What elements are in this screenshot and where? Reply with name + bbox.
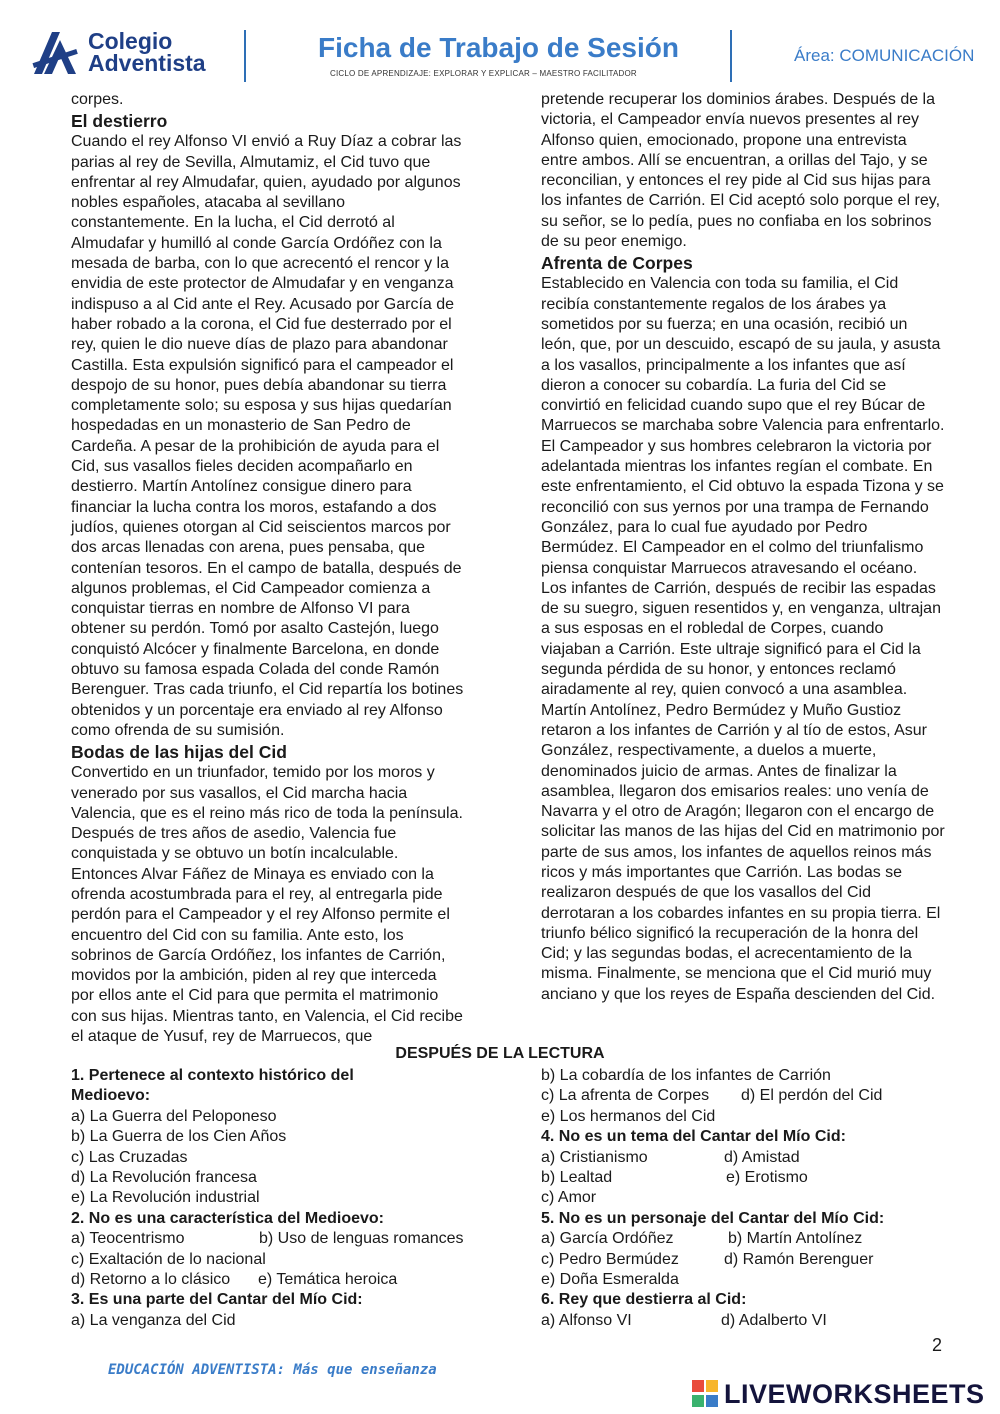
option-row <box>541 1250 961 1270</box>
header-divider <box>244 30 246 82</box>
option-2d[interactable]: d) Retorno a lo clásico <box>71 1271 231 1289</box>
option-3a[interactable]: a) La venganza del Cid <box>71 1311 236 1329</box>
option-3c[interactable]: c) La afrenta de Corpes <box>541 1087 710 1105</box>
question-2: 2. No es una característica del Medioevo: <box>71 1209 385 1227</box>
question-1: 1. Pertenece al contexto histórico del Medioevo: <box>71 1067 354 1105</box>
liveworksheets-logo-icon <box>692 1380 720 1408</box>
watermark-text: LIVEWORKSHEETS <box>724 1378 985 1409</box>
option-2a[interactable]: a) Teocentrismo <box>71 1230 185 1248</box>
header-divider <box>730 30 732 82</box>
question-6: 6. Rey que destierra al Cid: <box>541 1291 747 1309</box>
option-row <box>71 1229 501 1249</box>
question-5: 5. No es un personaje del Cantar del Mío Cid: <box>541 1209 885 1227</box>
option-row <box>541 1086 961 1106</box>
option-1e[interactable]: e) La Revolución industrial <box>71 1189 260 1207</box>
option-row <box>541 1168 961 1188</box>
option-row <box>71 1270 501 1290</box>
section-text-destierro: Cuando el rey Alfonso VI envió a Ruy Díaz a cobrar las parias al rey de Sevilla, Almutamiz, el Cid tuvo que enfrentar al rey Almudafar, quien, ayudado por algunos nobles españoles, atacaba al sevillano constantemente. En la lucha, el Cid derrotó al Almudafar y humilló al conde García Ordóñez con la mesada de barba, con lo que acrecentó el rencor y la envidia de este protector de Almudafar y en venganza indispuso a al Cid ante el Rey. Acusado por García de haber robado a la corona, el Cid fue desterrado por el rey, quien le dio nueve días de plazo para abandonar Castilla. Esta expulsión significó para el campeador el despojo de su honor, pues debía abandonar su tierra completamente solo; su esposa y sus hijas quedarían hospedadas en un monasterio de San Pedro de Cardeña. A pesar de la prohibición de ayuda para el Cid, sus vasallos fieles deciden acompañarlo en destierro. Martín Antolínez consigue dinero para financiar la lucha contra los moros, estafando a dos judíos, quienes otorgan al Cid seiscientos marcos por dos arcas llenadas con arena, pues pensaba, que contenían tesoros. En el campo de batalla, después de algunos problemas, el Cid Campeador comienza a conquistar tierras en nombre de Alfonso VI para obtener su perdón. Tomó por asalto Castejón, luego conquistó Alcócer y finalmente Barcelona, en donde obtuvo su famosa espada Colada del conde Ramón Berenguer. Tras cada triunfo, el Cid repartía los botines obtenidos y un porcentaje era enviado al rey Alfonso como ofrenda de su sumisión. <box>71 133 464 739</box>
option-6a[interactable]: a) Alfonso VI <box>541 1311 632 1329</box>
section-text-bodas-continued: pretende recuperar los dominios árabes. Después de la victoria, el Campeador envía nuevos presentes al rey Alfonso quien, emocionado, propone una entrevista entre ambos. Allí se encuentran, a orillas del Tajo, y se reconcilian, y entonces el rey pide al Cid sus hijas para los infantes de Carrión. El Cid aceptó solo porque el rey, su señor, se lo pedía, pues no confiaba en los sobrinos de su peor enemigo. <box>541 91 941 251</box>
option-6d[interactable]: d) Adalberto VI <box>721 1311 827 1329</box>
logo-square <box>692 1395 704 1407</box>
option-1c[interactable]: c) Las Cruzadas <box>71 1148 188 1166</box>
reading-left-column <box>71 90 464 1047</box>
page-number: 2 <box>932 1335 943 1355</box>
option-1d[interactable]: d) La Revolución francesa <box>71 1169 257 1187</box>
option-row <box>541 1311 961 1331</box>
option-row <box>541 1148 961 1168</box>
option-4a[interactable]: a) Cristianismo <box>541 1148 648 1166</box>
school-logo-icon <box>30 30 80 76</box>
option-5a[interactable]: a) García Ordóñez <box>541 1230 674 1248</box>
question-4: 4. No es un tema del Cantar del Mío Cid: <box>541 1128 846 1146</box>
logo-square <box>706 1380 718 1392</box>
footer-motto: EDUCACIÓN ADVENTISTA: Más que enseñanza <box>108 1362 437 1378</box>
page-title: Ficha de Trabajo de Sesión <box>318 32 679 63</box>
option-3b[interactable]: b) La cobardía de los infantes de Carrión <box>541 1067 831 1084</box>
option-row <box>541 1229 961 1249</box>
reading-right-column <box>541 90 946 1005</box>
question-3: 3. Es una parte del Cantar del Mío Cid: <box>71 1291 363 1309</box>
option-1a[interactable]: a) La Guerra del Peloponeso <box>71 1107 277 1125</box>
subject-area: Área: COMUNICACIÓN <box>794 46 975 65</box>
option-4e[interactable]: e) Erotismo <box>726 1169 808 1187</box>
option-5c[interactable]: c) Pedro Bermúdez <box>541 1250 679 1268</box>
intro-fragment: corpes. <box>71 91 124 108</box>
section-text-bodas: Convertido en un triunfador, temido por los moros y venerado por sus vasallos, el Cid marcha hacia Valencia, que es el reino más rico de toda la península. Después de tres años de asedio, Valencia fue conquistada y se obtuvo un botín incalculable. Entonces Alvar Fáñez de Minaya es enviado con la ofrenda acostumbrada para el rey, al entregarla pide perdón para el Campeador y el rey Alfonso permite el encuentro del Cid con su familia. Ante esto, los sobrinos de García Ordóñez, los infantes de Carrión, movidos por la ambición, piden al rey que interceda por ellos ante el Cid para que permita el matrimonio con sus hijas. Mientras tanto, en Valencia, el Cid recibe el ataque de Yusuf, rey de Marruecos, que <box>71 764 463 1046</box>
option-4d[interactable]: d) Amistad <box>724 1148 800 1166</box>
section-text-afrenta: Establecido en Valencia con toda su familia, el Cid recibía constantemente regalos de los árabes ya sometidos por su fuerza; en una ocasión, recibió un león, que, por un descuido, escapó de su jaula, y asusta a los vasallos, principalmente a los infantes que así dieron a conocer su cobardía. La furia del Cid se convirtió en felicidad cuando supo que el rey Búcar de Marruecos se marchaba sobre Valencia para enfrentarlo. El Campeador y sus hombres celebraron la victoria por adelantada mientras los infantes regían el combate. En este enfrentamiento, el Cid obtuvo la espada Tizona y se reconcilió con sus yernos por una trampa de Fernando González, para lo cual fue ayudado por Pedro Bermúdez. El Campeador en el colmo del triunfalismo piensa conquistar Marruecos atravesando el océano. Los infantes de Carrión, después de recibir las espadas de su suegro, siguen resentidos y, en venganza, ultrajan a sus esposas en el robledal de Corpes, cuando viajaban a Carrión. Este ultraje significó para el Cid la segunda pérdida de su honor, y entonces reclamó airadamente al rey, quien convocó a una asamblea. Martín Antolínez, Pedro Bermúdez y Muño Gustioz retaron a los infantes de Carrión y al tío de estos, Asur González, respectivamente, a duelos a muerte, denominados juicio de armas. Antes de finalizar la asamblea, llegaron dos emisarios reales: uno venía de Navarra y el otro de Aragón; llegaron con el encargo de solicitar las manos de las hijas del Cid en matrimonio por parte de sus amos, los infantes de aquellos reinos más ricos y más importantes que Carrión. Las bodas se realizaron después de que los vasallos del Cid derrotaran a los cobardes infantes en su propia tierra. El triunfo bélico significó la recuperación de la honra del Cid; y las segundas bodas, el acrecentamiento de la misma. Finalmente, se menciona que el Cid murió muy anciano y que los reyes de España descienden del Cid. <box>541 275 945 1003</box>
option-5b[interactable]: b) Martín Antolínez <box>728 1230 863 1248</box>
page-header <box>0 0 1000 92</box>
after-reading-heading: DESPUÉS DE LA LECTURA <box>395 1045 605 1062</box>
section-heading-destierro: El destierro <box>71 111 168 132</box>
logo-square <box>692 1380 704 1392</box>
option-5d[interactable]: d) Ramón Berenguer <box>724 1250 874 1268</box>
liveworksheets-watermark <box>692 1377 985 1411</box>
option-1b[interactable]: b) La Guerra de los Cien Años <box>71 1128 287 1146</box>
section-heading-bodas: Bodas de las hijas del Cid <box>71 742 287 763</box>
option-4c[interactable]: c) Amor <box>541 1189 597 1207</box>
logo-square <box>706 1395 718 1407</box>
questions-left-column <box>71 1066 501 1331</box>
option-2c[interactable]: c) Exaltación de lo nacional <box>71 1250 266 1268</box>
option-4b[interactable]: b) Lealtad <box>541 1169 613 1187</box>
option-2b[interactable]: b) Uso de lenguas romances <box>259 1230 464 1248</box>
school-name: Colegio Adventista <box>88 28 206 76</box>
option-2e[interactable]: e) Temática heroica <box>258 1271 398 1289</box>
option-3d[interactable]: d) El perdón del Cid <box>741 1087 883 1105</box>
option-5e[interactable]: e) Doña Esmeralda <box>541 1271 679 1289</box>
page-subtitle: CICLO DE APRENDIZAJE: EXPLORAR Y EXPLICAR – MAESTRO FACILITADOR <box>330 69 637 78</box>
questions-right-column <box>541 1066 961 1331</box>
section-heading-afrenta: Afrenta de Corpes <box>541 253 693 274</box>
option-3e[interactable]: e) Los hermanos del Cid <box>541 1107 716 1125</box>
